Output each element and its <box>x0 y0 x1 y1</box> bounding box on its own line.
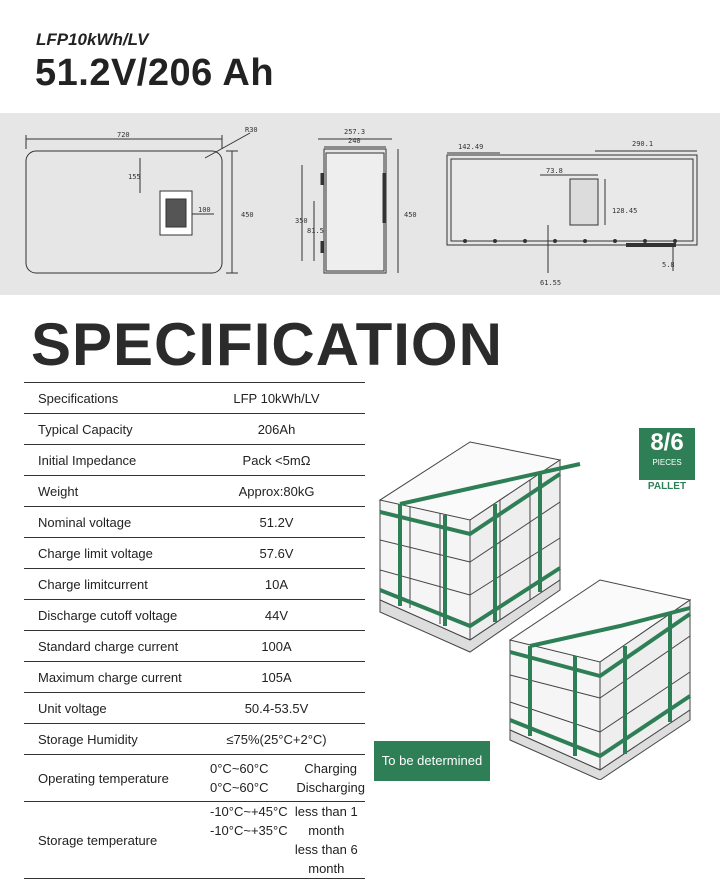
top-right-label: 290.1 <box>632 140 654 148</box>
page-title: 51.2V/206 Ah <box>35 52 275 94</box>
spec-value: 105A <box>188 662 365 693</box>
spec-value <box>188 802 365 879</box>
top-bottom-label: 61.55 <box>540 279 562 287</box>
front-height-label: 450 <box>241 211 254 219</box>
operating-temperature-row <box>24 755 365 802</box>
dimension-drawings <box>0 113 720 295</box>
top-foot-label: 5.8 <box>662 261 675 269</box>
temp-range: -10°C~+35°C <box>210 823 288 838</box>
spec-value: Pack <5mΩ <box>188 445 365 476</box>
spec-row <box>24 538 365 569</box>
spec-value: 10A <box>188 569 365 600</box>
spec-row <box>24 569 365 600</box>
spec-value: 51.2V <box>188 507 365 538</box>
spec-label: Maximum charge current <box>24 662 188 693</box>
side-h2-label: 81.5 <box>307 227 324 235</box>
spec-label: Charge limit voltage <box>24 538 188 569</box>
temp-range: -10°C~+45°C <box>210 804 288 819</box>
front-view-drawing <box>26 133 250 273</box>
spec-row <box>24 445 365 476</box>
storage-temperature-row <box>24 802 365 879</box>
side-h1-label: 350 <box>295 217 308 225</box>
temp-note: less than 1 month <box>294 804 358 838</box>
spec-value: ≤75%(25°C+2°C) <box>188 724 365 755</box>
temp-note: Charging <box>304 761 358 776</box>
spec-row <box>24 724 365 755</box>
spec-label: Discharge cutoff voltage <box>24 600 188 631</box>
front-width-label: 720 <box>117 131 130 139</box>
spec-value: 50.4-53.5V <box>188 693 365 724</box>
side-depth-outer-label: 257.3 <box>344 128 366 136</box>
spec-label: Initial Impedance <box>24 445 188 476</box>
side-view-drawing <box>302 139 398 273</box>
spec-row <box>24 600 365 631</box>
spec-label: Storage Humidity <box>24 724 188 755</box>
spec-row <box>24 631 365 662</box>
spec-row <box>24 414 365 445</box>
front-offset-top-label: 155 <box>128 173 141 181</box>
top-center-label: 73.8 <box>546 167 563 175</box>
pallet-unit: PIECES <box>652 458 682 467</box>
model-subtitle: LFP10kWh/LV <box>36 30 149 49</box>
temp-note: Discharging <box>296 780 365 795</box>
side-height-label: 450 <box>404 211 417 219</box>
spec-value: 57.6V <box>188 538 365 569</box>
side-depth-inner-label: 240 <box>348 137 361 145</box>
pallet-stack-front <box>510 580 690 780</box>
top-view-drawing <box>447 151 697 273</box>
spec-label: Typical Capacity <box>24 414 188 445</box>
spec-value: Approx:80kG <box>188 476 365 507</box>
front-offset-side-label: 100 <box>198 206 211 214</box>
top-left-label: 142.49 <box>458 143 484 151</box>
spec-label: Operating temperature <box>24 755 188 802</box>
spec-value: 206Ah <box>188 414 365 445</box>
spec-row <box>24 383 365 414</box>
spec-row <box>24 476 365 507</box>
spec-label: Standard charge current <box>24 631 188 662</box>
pallet-count: 8/6 <box>650 429 684 456</box>
spec-label: Weight <box>24 476 188 507</box>
spec-value: 100A <box>188 631 365 662</box>
spec-row <box>24 662 365 693</box>
temp-range: 0°C~60°C <box>210 780 269 795</box>
temp-note: less than 6 month <box>294 842 358 876</box>
spec-value: 44V <box>188 600 365 631</box>
spec-label: Unit voltage <box>24 693 188 724</box>
pallet-label: PALLET <box>647 481 687 492</box>
spec-value: LFP 10kWh/LV <box>188 383 365 414</box>
to-be-determined-label: To be determined <box>374 741 490 781</box>
spec-row <box>24 693 365 724</box>
spec-label: Nominal voltage <box>24 507 188 538</box>
pallet-illustration <box>370 440 700 780</box>
spec-label: Storage temperature <box>24 802 188 879</box>
temp-range: 0°C~60°C <box>210 761 269 776</box>
spec-label: Specifications <box>24 383 188 414</box>
spec-value <box>188 755 365 802</box>
spec-row <box>24 507 365 538</box>
spec-label: Charge limitcurrent <box>24 569 188 600</box>
section-title: SPECIFICATION <box>31 311 503 378</box>
spec-table <box>24 382 365 879</box>
front-radius-label: R30 <box>245 126 258 134</box>
top-height-label: 128.45 <box>612 207 638 215</box>
